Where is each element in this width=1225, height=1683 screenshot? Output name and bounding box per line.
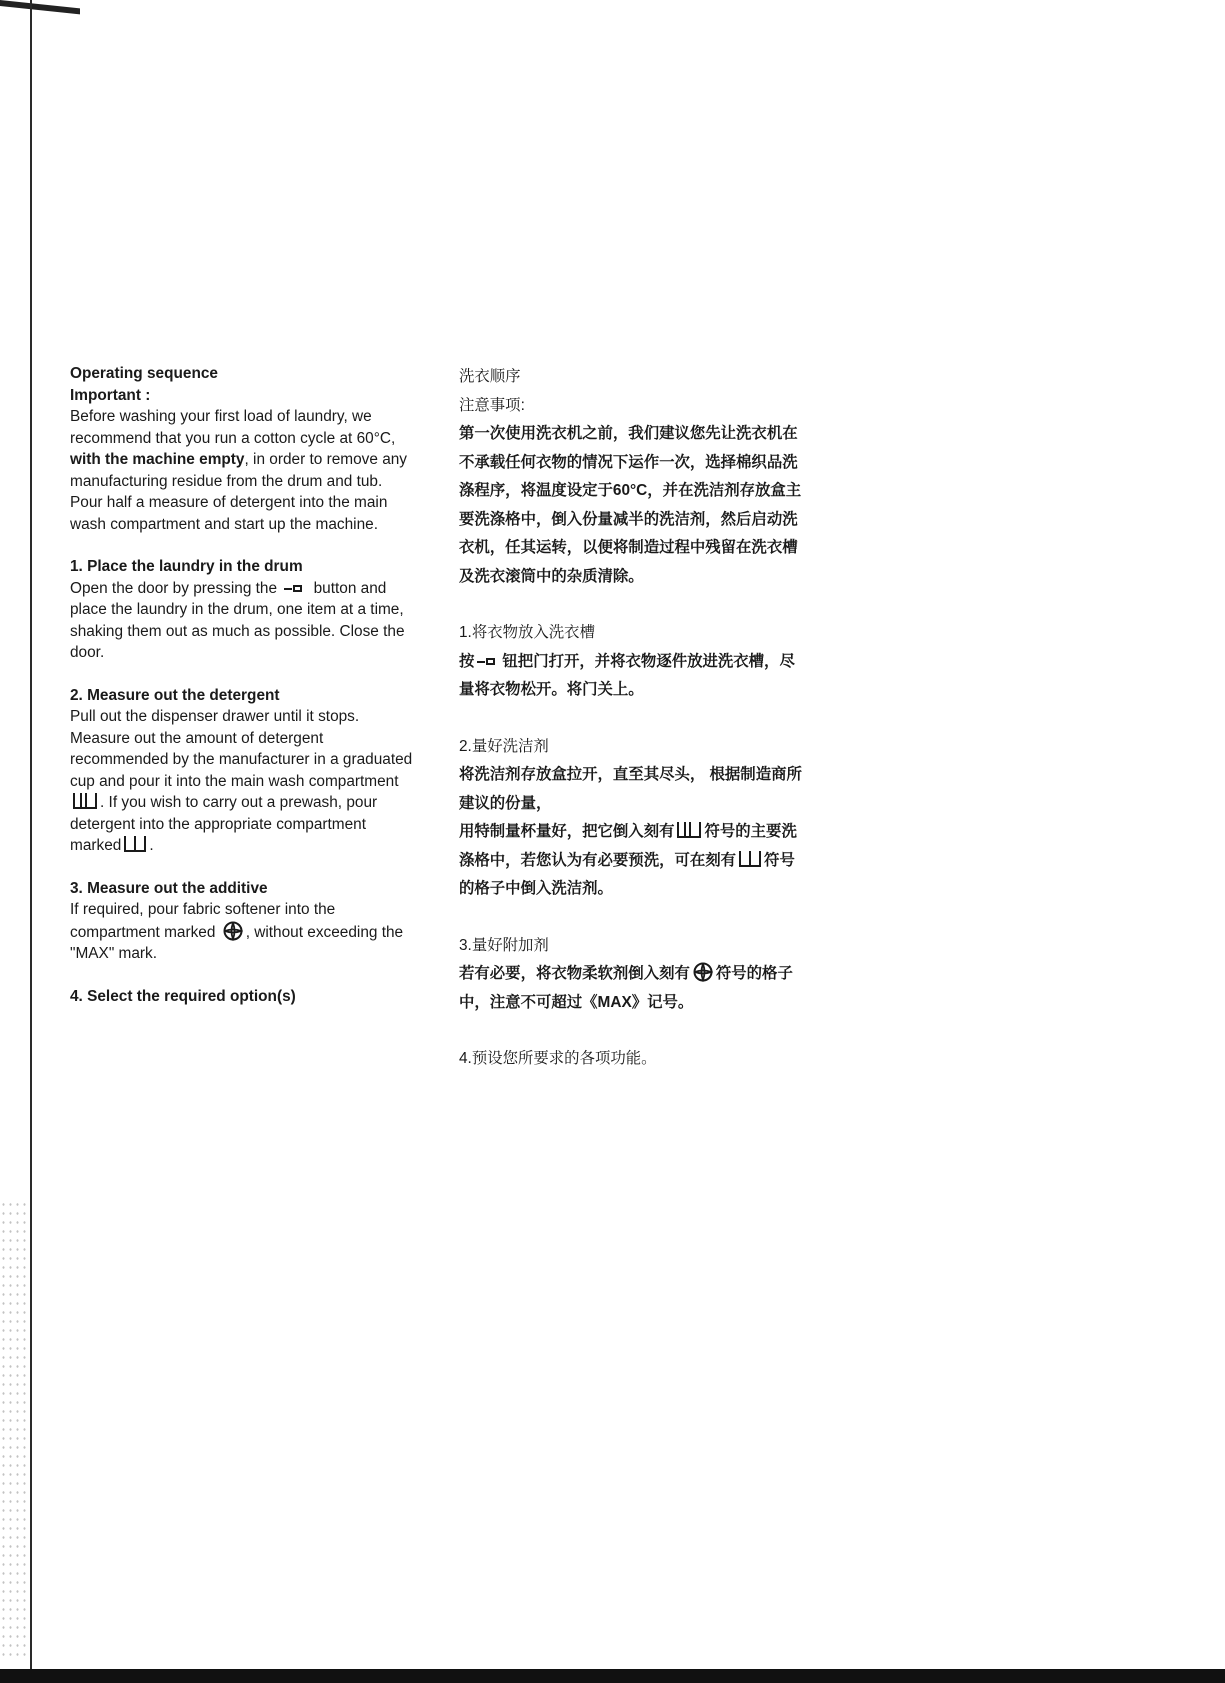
prewash-compartment-icon bbox=[739, 851, 761, 867]
important-label-zh: 注意事项: bbox=[459, 396, 525, 414]
step1-heading-zh: 1.将衣物放入洗衣槽 bbox=[459, 624, 595, 641]
step2-text-zh: 将洗洁剂存放盒拉开，直至其尽头， 根据制造商所建议的份量， bbox=[459, 766, 802, 812]
fabric-softener-flower-icon bbox=[223, 921, 243, 941]
fabric-softener-flower-icon bbox=[693, 962, 713, 982]
scan-left-edge bbox=[30, 0, 32, 1683]
step2-text2-zh: 用特制量杯量好，把它倒入刻有 符号的主要洗涤格中，若您认为有必要预洗，可在刻有 符号的格子中倒入洗洁剂。 bbox=[459, 823, 797, 897]
step1-text-zh: 按 钮把门打开，并将衣物逐件放进洗衣槽，尽量将衣物松开。将门关上。 bbox=[459, 652, 795, 698]
step4-heading: 4. Select the required option(s) bbox=[70, 987, 296, 1005]
step3-text-zh: 若有必要，将衣物柔软剂倒入刻有 符号的格子中，注意不可超过《MAX》记号。 bbox=[459, 960, 804, 1017]
step2-text: Pull out the dispenser drawer until it stops. Measure out the amount of detergent recommended by the manufacturer in a graduated cup and pour it into the main wash compartment . If you wish to carry out a prewash, pour detergent into the appropriate compartment marked . bbox=[70, 708, 413, 854]
scan-corner-mark bbox=[0, 0, 80, 14]
step1-heading: 1. Place the laundry in the drum bbox=[70, 558, 303, 575]
chinese-column bbox=[459, 363, 804, 1074]
intro-detergent-paragraph: Pour half a measure of detergent into the main wash compartment and start up the machine. bbox=[70, 494, 388, 533]
step3-heading-zh: 3.量好附加剂 bbox=[459, 936, 549, 954]
section-title-zh: 洗衣顺序 bbox=[459, 368, 521, 385]
section-title: Operating sequence bbox=[70, 365, 218, 382]
main-wash-compartment-icon bbox=[677, 822, 701, 838]
door-release-icon bbox=[284, 585, 306, 595]
prewash-compartment-icon bbox=[124, 836, 146, 852]
important-label: Important : bbox=[70, 386, 151, 404]
step2-heading: 2. Measure out the detergent bbox=[70, 686, 280, 704]
scan-bottom-edge bbox=[0, 1669, 1225, 1683]
scan-speckle bbox=[0, 1200, 30, 1660]
intro-emphasis: with the machine empty bbox=[70, 451, 245, 468]
step1-text: Open the door by pressing the button and place the laundry in the drum, one item at a time, shaking them out as much as possible. Close the door. bbox=[70, 579, 405, 661]
intro-paragraph: Before washing your first load of laundry, we recommend that you run a cotton cycle at 60°C, with the machine empty, in order to remove any manufacturing residue from the drum and tub. bbox=[70, 408, 408, 490]
step4-heading-zh: 4.预设您所要求的各项功能。 bbox=[459, 1050, 657, 1067]
step3-heading: 3. Measure out the additive bbox=[70, 879, 268, 897]
main-wash-compartment-icon bbox=[73, 793, 97, 809]
step2-heading-zh: 2.量好洗洁剂 bbox=[459, 737, 549, 755]
step3-text: If required, pour fabric softener into the compartment marked , without exceeding the "MAX" mark. bbox=[70, 901, 404, 962]
door-release-icon bbox=[477, 658, 499, 668]
english-column bbox=[70, 363, 415, 1007]
intro-paragraph-zh: 第一次使用洗衣机之前，我们建议您先让洗衣机在不承载任何衣物的情况下运作一次，选择棉织品洗涤程序，将温度设定于60°C，并在洗洁剂存放盒主要洗涤格中，倒入份量减半的洗洁剂，然后启动洗衣机，任其运转，以便将制造过程中残留在洗衣槽及洗衣滚筒中的杂质清除。 bbox=[459, 425, 802, 585]
